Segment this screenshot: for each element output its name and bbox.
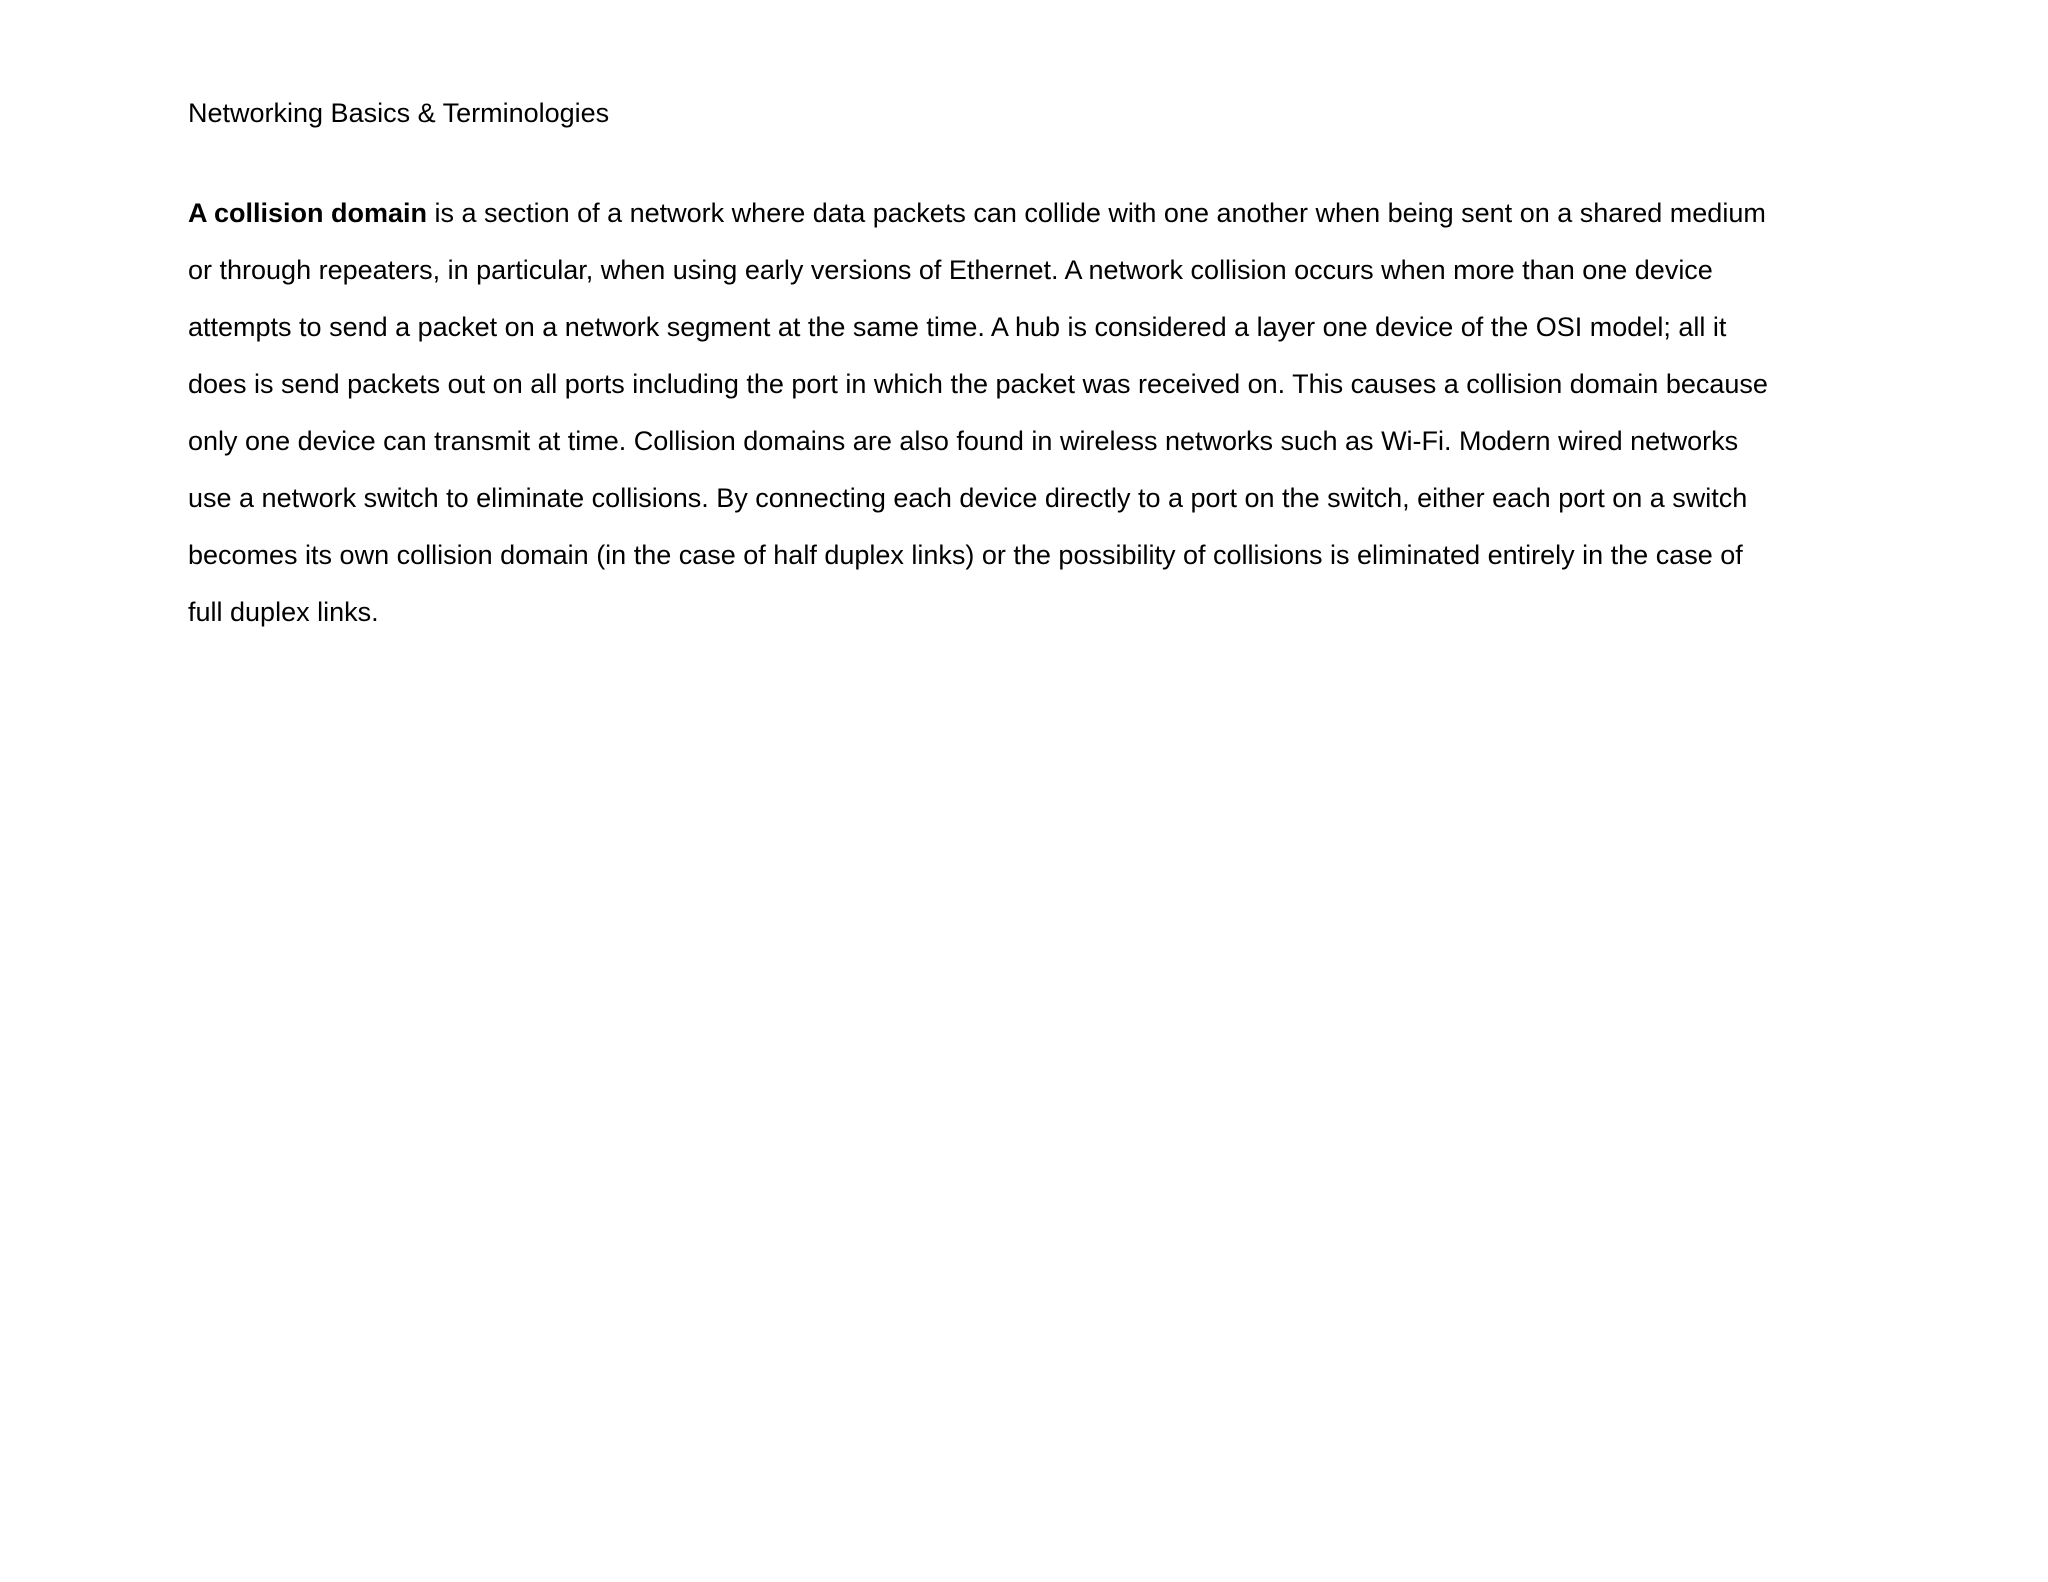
paragraph-line: becomes its own collision domain (in the case of half duplex links) or the possibility of collisions is eliminated entirely in the case of [188,540,1743,570]
paragraph-line: attempts to send a packet on a network segment at the same time. A hub is considered a layer one device of the OSI model; all it [188,312,1727,342]
paragraph-line: full duplex links. [188,597,379,627]
defined-term: A collision domain [188,198,428,228]
page-header: Networking Basics & Terminologies [188,98,610,128]
paragraph-line [188,185,1868,242]
body-paragraph [188,185,1868,641]
paragraph-line: use a network switch to eliminate collisions. By connecting each device directly to a port on the switch, either each port on a switch [188,483,1748,513]
paragraph-text: is a section of a network where data packets can collide with one another when being sent on a shared medium [427,198,1766,228]
paragraph-line: does is send packets out on all ports including the port in which the packet was received on. This causes a collision domain because [188,369,1768,399]
paragraph-line: or through repeaters, in particular, when using early versions of Ethernet. A network collision occurs when more than one device [188,255,1713,285]
paragraph-line: only one device can transmit at time. Collision domains are also found in wireless networks such as Wi-Fi. Modern wired networks [188,426,1739,456]
